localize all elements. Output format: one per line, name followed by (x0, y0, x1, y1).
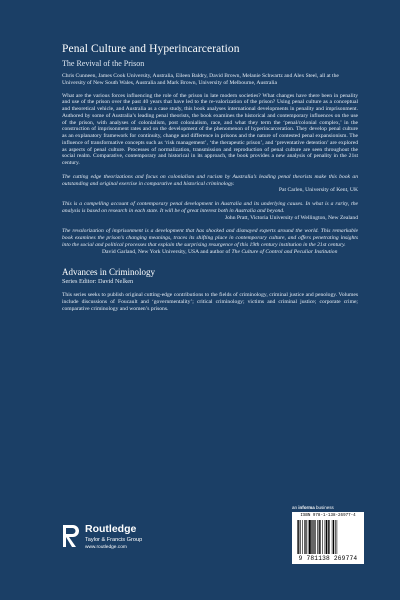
barcode-bar (328, 520, 329, 554)
barcode-bar (320, 520, 321, 554)
barcode-bar (297, 520, 298, 554)
cover-text-column (62, 42, 358, 313)
barcode-bar (311, 520, 312, 554)
series-title: Advances in Criminology (62, 267, 155, 278)
series-description: This series seeks to publish original cutting-edge contributions to the fields of criminology, criminal justice and penology. Volumes include discussions of Foucault and ‘governmentality’; critical criminology; victims and criminal justice; corporate crime; comparative criminology and women’s prisons. (62, 292, 358, 312)
book-subtitle: The Revival of the Prison (62, 59, 145, 68)
review-attribution-3-text: David Garland, New York University, USA and author of (102, 248, 232, 255)
barcode-bar (300, 520, 301, 554)
barcode-bar (308, 520, 309, 554)
publisher-block (62, 520, 182, 560)
barcode-bar (325, 520, 326, 554)
barcode-bars (297, 520, 359, 554)
barcode-bar (337, 520, 338, 554)
review-quote-1: The cutting edge theorizations and focus on colonialism and racism by Australia’s leading penal theorists make this book an outstanding and original exercise in comparative and historical criminology. (62, 173, 358, 187)
barcode-bar (313, 520, 314, 554)
barcode-bar (322, 520, 323, 554)
barcode-bar (309, 520, 311, 554)
publisher-name: Routledge (85, 523, 137, 535)
barcode-bar (332, 520, 333, 554)
barcode-bar (317, 520, 318, 554)
publisher-url: www.routledge.com (85, 545, 127, 550)
review-quote-3: The revalorization of imprisonment is a development that has shocked and dismayed experts around the world. This remarkable book examines the prison’s changing meanings, traces its shifting place in contemporary culture, and offers penetrating insights into the social and political processes that explain the surprising resurgence of this 19th century institution in the 21st century. (62, 228, 358, 248)
publisher-group: Taylor & Francis Group (85, 537, 143, 543)
barcode-bar (333, 520, 334, 554)
review-attribution-3 (62, 249, 358, 256)
review-attribution-1: Pat Carlen, University of Kent, UK (278, 187, 358, 194)
isbn-barcode (292, 512, 364, 564)
barcode-bar (319, 520, 320, 554)
barcode-bar (304, 520, 305, 554)
isbn-text: ISBN 978-1-138-26977-4 (300, 514, 356, 518)
review-attribution-3-books: The Culture of Control and Peculiar Institution (231, 248, 338, 255)
barcode-bar (302, 520, 303, 554)
barcode-bar (329, 520, 330, 554)
informa-brand: informa (298, 505, 315, 510)
isbn-digits: 9 781138 269774 (298, 555, 358, 562)
informa-prefix: an (292, 505, 299, 510)
routledge-logo-icon (62, 523, 82, 549)
barcode-bar (335, 520, 336, 554)
review-quote-2: This is a compelling account of contemporary penal development in Australia and its underlying causes. In what is a rarity, the analysis is based on research in each state. It will be of great interest both in Australia and beyond. (62, 201, 358, 214)
book-authors: Chris Cunneen, James Cook University, Australia, Eileen Baldry, David Brown, Melanie Schwartz and Alex Steel, all at the University of New South Wales, Australia and Mark Brown, University of Melbourne, Australia (62, 73, 339, 86)
series-editor: Series Editor: David Nelken (62, 278, 134, 286)
informa-suffix: business (314, 505, 334, 510)
barcode-bar (305, 520, 306, 554)
book-description: What are the various forces influencing the role of the prison in late modern societies? What changes have there been in penality and use of the prison over the past 40 years that have led to the re-valorization of the prison? Using penal culture as a conceptual and theoretical vehicle, and Australia as a case study, this book analyses international developments in penality and imprisonment. Authored by some of Australia’s leading penal theorists, the book examines the historical and contemporary influences on the use of the prison, with analyses of colonialism, post colonialism, race, and what they term the ‘penal/colonial complex,’ in the construction of imprisonment rates and on the development of the phenomenon of hyperincarceration. They develop penal culture as an explanatory framework for continuity, change and difference in prisons and the nature of contested penal expansionism. The influence of transformative concepts such as ‘risk management’, ‘the therapeutic prison’, and ‘preventative detention’ are explored as aspects of penal culture. Processes of normalization, transmission and reproduction of penal culture are seen throughout the social realm. Comparative, contemporary and historical in its approach, the book provides a new analysis of penality in the 21st century. (62, 92, 358, 167)
review-attribution-2: John Pratt, Victoria University of Wellington, New Zealand (224, 214, 358, 221)
barcode-bar (326, 520, 327, 554)
informa-business-note (292, 505, 334, 510)
book-title: Penal Culture and Hyperincarceration (62, 43, 240, 55)
barcode-bar (314, 520, 315, 554)
barcode-bar (298, 520, 299, 554)
